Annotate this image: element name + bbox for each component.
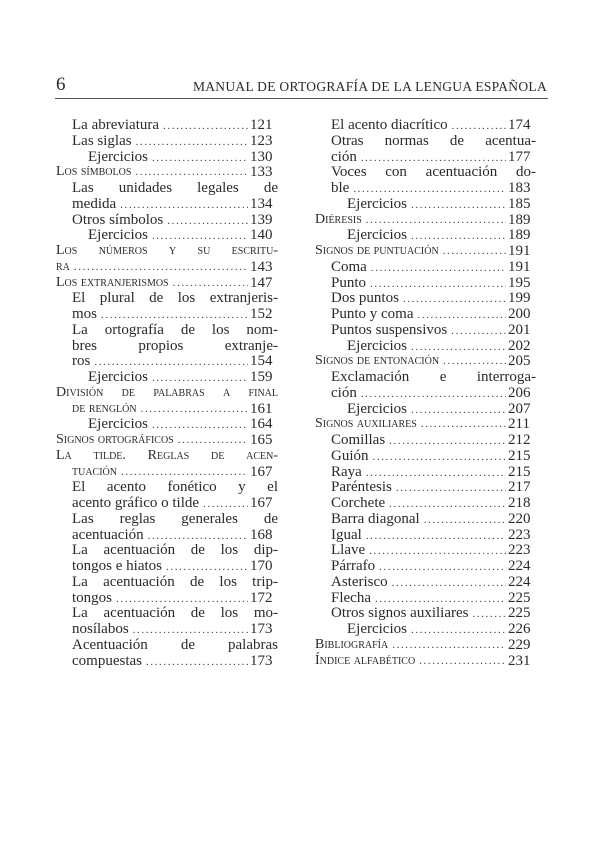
toc-entry-title: Ejercicios [347,400,407,417]
dot-leader [443,353,506,369]
toc-entry [331,149,510,165]
dot-leader [152,150,248,166]
toc-entry [88,227,252,243]
toc-entry [347,338,510,354]
toc-entry [331,432,510,448]
toc-page-number: 189 [508,227,531,244]
toc-entry [331,117,510,133]
toc-page-number: 212 [508,432,531,448]
toc-entry-title: Puntos suspensivos [331,321,448,338]
toc-entry [331,605,510,621]
toc-entry [331,133,536,149]
toc-entry-title: Bibliografía [315,636,389,652]
toc-entry-title: Acentuación de palabras [72,636,278,653]
dot-leader [389,433,506,449]
toc-entry-title: La acentuación de los mo- [72,605,278,622]
toc-page-number: 174 [508,117,531,133]
toc-entry-title: Paréntesis [331,479,392,496]
toc-entry [315,353,510,369]
toc-entry [56,275,252,291]
toc-entry [331,180,510,196]
toc-entry [72,180,278,196]
toc-entry-title: Flecha [331,589,371,606]
toc-entry [72,511,278,527]
toc-page-number: 177 [508,148,531,165]
dot-leader [361,150,506,166]
toc-page-number: 223 [508,526,531,543]
dot-leader [167,213,248,229]
toc-entry-title: Los números y su escritu- [56,243,278,258]
toc-entry-title: ble [331,180,350,196]
toc-entry-title: Otras normas de acentua- [331,132,536,149]
dot-leader [392,637,506,653]
toc-page-number: 140 [250,227,273,244]
dot-leader [411,339,506,355]
toc-entry-title: División de palabras a final [56,384,278,400]
toc-entry [72,322,278,338]
toc-entry-title: Los símbolos [56,164,132,180]
toc-entry-title: Punto [331,274,367,291]
toc-entry-title: ra [56,258,70,274]
toc-entry-title: La abreviatura [72,117,160,133]
toc-page-number: 229 [508,636,531,653]
toc-entry [331,542,510,558]
toc-entry-title: Exclamación e interroga- [331,369,536,385]
toc-entry [72,212,252,228]
toc-page-number: 199 [508,290,531,307]
dot-leader [371,260,506,276]
toc-entry [72,133,252,149]
toc-page-number: 130 [250,148,273,165]
toc-page-number: 224 [508,573,531,590]
toc-entry-title: Coma [331,258,367,275]
toc-entry-title: Los extranjerismos [56,274,169,290]
toc-entry [72,621,252,637]
toc-entry [331,259,510,275]
toc-entry-title: tongos e hiatos [72,558,162,574]
toc-entry [331,448,510,464]
toc-entry-title: Dos puntos [331,290,399,307]
dot-leader [136,134,248,150]
toc-entry [72,117,252,133]
toc-entry [56,259,252,275]
dot-leader [389,496,506,512]
toc-entry-title: Llave [331,542,366,559]
toc-entry-title: Ejercicios [347,621,407,637]
toc-entry [315,416,510,432]
dot-leader [152,228,248,244]
dot-leader [101,307,248,323]
toc-entry-title: tongos [72,589,113,606]
dot-leader [366,465,506,481]
toc-entry [72,479,278,495]
dot-leader [421,416,506,432]
toc-entry [331,306,510,322]
toc-entry [331,290,510,306]
toc-entry-title: Igual [331,526,362,543]
toc-entry-title: Raya [331,463,362,480]
dot-leader [116,591,248,607]
toc-entry [331,369,536,385]
toc-page-number: 189 [508,211,531,228]
toc-entry-title: mos [72,306,98,322]
toc-entry-title: Comillas [331,432,386,448]
toc-entry-title: Otros símbolos [72,211,164,228]
dot-leader [94,354,248,370]
toc-entry-title: compuestas [72,652,142,669]
toc-entry-title: Otros signos auxiliares [331,605,469,622]
toc-entry-title: medida [72,195,117,212]
toc-page-number: 143 [250,258,273,275]
toc-entry-title: ción [331,148,357,165]
toc-entry-title: Signos ortográficos [56,432,174,447]
toc-entry-title: Signos auxiliares [315,416,417,432]
dot-leader [419,653,506,669]
dot-leader [373,449,507,465]
toc-entry [331,164,536,180]
toc-entry [347,621,510,637]
toc-page-number: 217 [508,479,531,496]
toc-page-number: 121 [250,117,273,133]
dot-leader [411,228,506,244]
toc-entry [331,322,510,338]
toc-entry-title: La acentuación de los trip- [72,573,278,590]
toc-page-number: 152 [250,306,273,322]
toc-entry-title: Asterisco [331,573,388,590]
toc-page-number: 167 [250,463,273,480]
toc-entry [331,511,510,527]
dot-leader [163,118,248,134]
toc-page-number: 159 [250,369,273,385]
toc-entry [72,353,252,369]
toc-page-number: 133 [250,164,273,181]
toc-entry [331,574,510,590]
toc-entry-title: nosílabos [72,621,129,637]
toc-page-number: 225 [508,605,531,622]
page-number: 6 [56,74,66,95]
dot-leader [451,323,506,339]
toc-entry-title: El plural de los extranjeris- [72,290,278,307]
toc-entry-title: bres propios extranje- [72,337,278,354]
toc-entry-title: Ejercicios [347,337,407,354]
toc-entry [56,243,278,259]
toc-entry [331,464,510,480]
toc-page-number: 224 [508,558,531,574]
toc-entry [72,527,252,543]
toc-entry-title: Ejercicios [88,369,148,385]
dot-leader [148,528,248,544]
dot-leader [411,622,506,638]
toc-entry [56,164,252,180]
toc-entry [88,149,252,165]
dot-leader [418,307,507,323]
toc-page-number: 215 [508,447,531,464]
toc-entry [315,243,510,259]
toc-entry [72,290,278,306]
toc-entry [72,401,252,417]
dot-leader [452,118,506,134]
toc-entry-title: Guión [331,447,369,464]
dot-leader [146,654,248,670]
toc-entry [72,542,278,558]
toc-page-number: 207 [508,400,531,417]
toc-entry [331,495,510,511]
dot-leader [152,370,248,386]
dot-leader [366,528,506,544]
toc-page-number: 218 [508,495,531,511]
toc-entry-title: Diéresis [315,211,362,227]
toc-entry [72,558,252,574]
toc-entry [88,416,252,432]
toc-entry [56,385,278,401]
toc-entry [72,574,278,590]
toc-entry [72,653,252,669]
toc-entry [56,432,252,448]
toc-page-number: 206 [508,384,531,401]
dot-leader [178,432,248,448]
toc-entry [72,338,278,354]
dot-leader [392,575,506,591]
toc-entry [331,385,510,401]
toc-entry [347,227,510,243]
header-rule [55,98,548,99]
toc-entry-title: ción [331,384,357,401]
toc-page-number: 225 [508,589,531,606]
toc-page-number: 191 [508,258,531,275]
toc-entry-title: acento gráfico o tilde [72,495,200,511]
toc-entry-title: Párrafo [331,558,376,574]
toc-entry-title: La ortografía de los nom- [72,321,278,338]
dot-leader [472,606,506,622]
toc-entry-title: Ejercicios [347,227,407,244]
toc-page-number: 191 [508,243,531,259]
dot-leader [424,512,506,528]
toc-entry [331,479,510,495]
toc-page-number: 167 [250,495,273,511]
toc-page-number: 139 [250,211,273,228]
dot-leader [411,402,506,418]
dot-leader [443,243,506,259]
toc-page-number: 202 [508,337,531,354]
toc-entry-title: Las siglas [72,132,132,149]
toc-entry [88,369,252,385]
toc-page-number: 226 [508,621,531,637]
dot-leader [166,559,248,575]
dot-leader [366,212,506,228]
toc-page-number: 201 [508,321,531,338]
toc-entry [72,196,252,212]
toc-entry [72,306,252,322]
toc-entry [315,212,510,228]
toc-page-number: 164 [250,416,273,433]
toc-page-number: 172 [250,589,273,606]
dot-leader [203,496,248,512]
toc-entry [315,653,510,669]
toc-entry-title: Signos de puntuación [315,243,439,258]
toc-page-number: 168 [250,526,273,543]
dot-leader [411,197,506,213]
toc-entry-title: Corchete [331,495,386,511]
toc-entry [347,401,510,417]
toc-entry [72,605,278,621]
dot-leader [74,259,248,275]
toc-page-number: 147 [250,274,273,291]
dot-leader [361,386,506,402]
toc-entry-title: Voces con acentuación do- [331,164,536,181]
toc-page-number: 200 [508,306,531,322]
toc-entry-title: Las unidades legales de [72,180,278,196]
toc-page-number: 134 [250,195,273,212]
toc-page-number: 154 [250,353,273,370]
toc-entry [72,495,252,511]
dot-leader [120,197,248,213]
dot-leader [121,464,248,480]
toc-entry-title: acentuación [72,526,144,543]
toc-page-number: 165 [250,432,273,448]
toc-entry [331,527,510,543]
toc-entry [72,590,252,606]
toc-page-number: 220 [508,510,531,527]
toc-entry-title: Ejercicios [347,195,407,212]
dot-leader [133,622,248,638]
toc-entry [347,196,510,212]
toc-page-number: 170 [250,558,273,574]
toc-entry-title: La acentuación de los dip- [72,542,278,559]
toc-entry-title: ros [72,353,91,370]
toc-entry-title: Las reglas generales de [72,510,278,527]
dot-leader [369,543,506,559]
dot-leader [135,164,248,180]
toc-entry-title: Ejercicios [88,227,148,244]
dot-leader [375,591,506,607]
toc-entry [331,275,510,291]
toc-entry-title: Ejercicios [88,148,148,165]
toc-page-number: 215 [508,463,531,480]
toc-page-number: 205 [508,353,531,370]
dot-leader [403,291,506,307]
running-title: MANUAL DE ORTOGRAFÍA DE LA LENGUA ESPAÑOLA [192,79,547,94]
toc-entry [72,637,278,653]
dot-leader [353,181,506,197]
toc-entry-title: Signos de entonación [315,353,440,369]
toc-entry-title: El acento diacrítico [331,117,448,133]
toc-page-number: 161 [250,400,273,417]
dot-leader [370,276,506,292]
toc-entry-title: Índice alfabético [315,652,416,668]
toc-entry [72,464,252,480]
toc-page-number: 231 [508,652,531,669]
toc-page-number: 123 [250,132,273,149]
toc-entry-title: tuación [72,463,117,479]
toc-page-number: 183 [508,180,531,196]
toc-entry [331,590,510,606]
toc-entry [315,637,510,653]
toc-entry-title: Punto y coma [331,306,414,322]
toc-entry [56,448,278,464]
toc-page-number: 173 [250,621,273,637]
dot-leader [152,417,248,433]
dot-leader [379,559,506,575]
dot-leader [396,480,506,496]
toc-page-number: 195 [508,274,531,291]
toc-entry-title: Barra diagonal [331,510,420,527]
toc-entry-title: Ejercicios [88,416,148,433]
toc-entry-title: de renglón [72,400,137,416]
toc-page-number: 185 [508,195,531,212]
toc-entry-title: El acento fonético y el [72,479,278,496]
toc-entry-title: La tilde. Reglas de acen- [56,447,278,463]
dot-leader [173,275,248,291]
toc-page-number: 211 [508,416,530,433]
toc-page-number: 223 [508,542,531,559]
dot-leader [141,401,248,417]
toc-entry [331,558,510,574]
toc-page-number: 173 [250,652,273,669]
